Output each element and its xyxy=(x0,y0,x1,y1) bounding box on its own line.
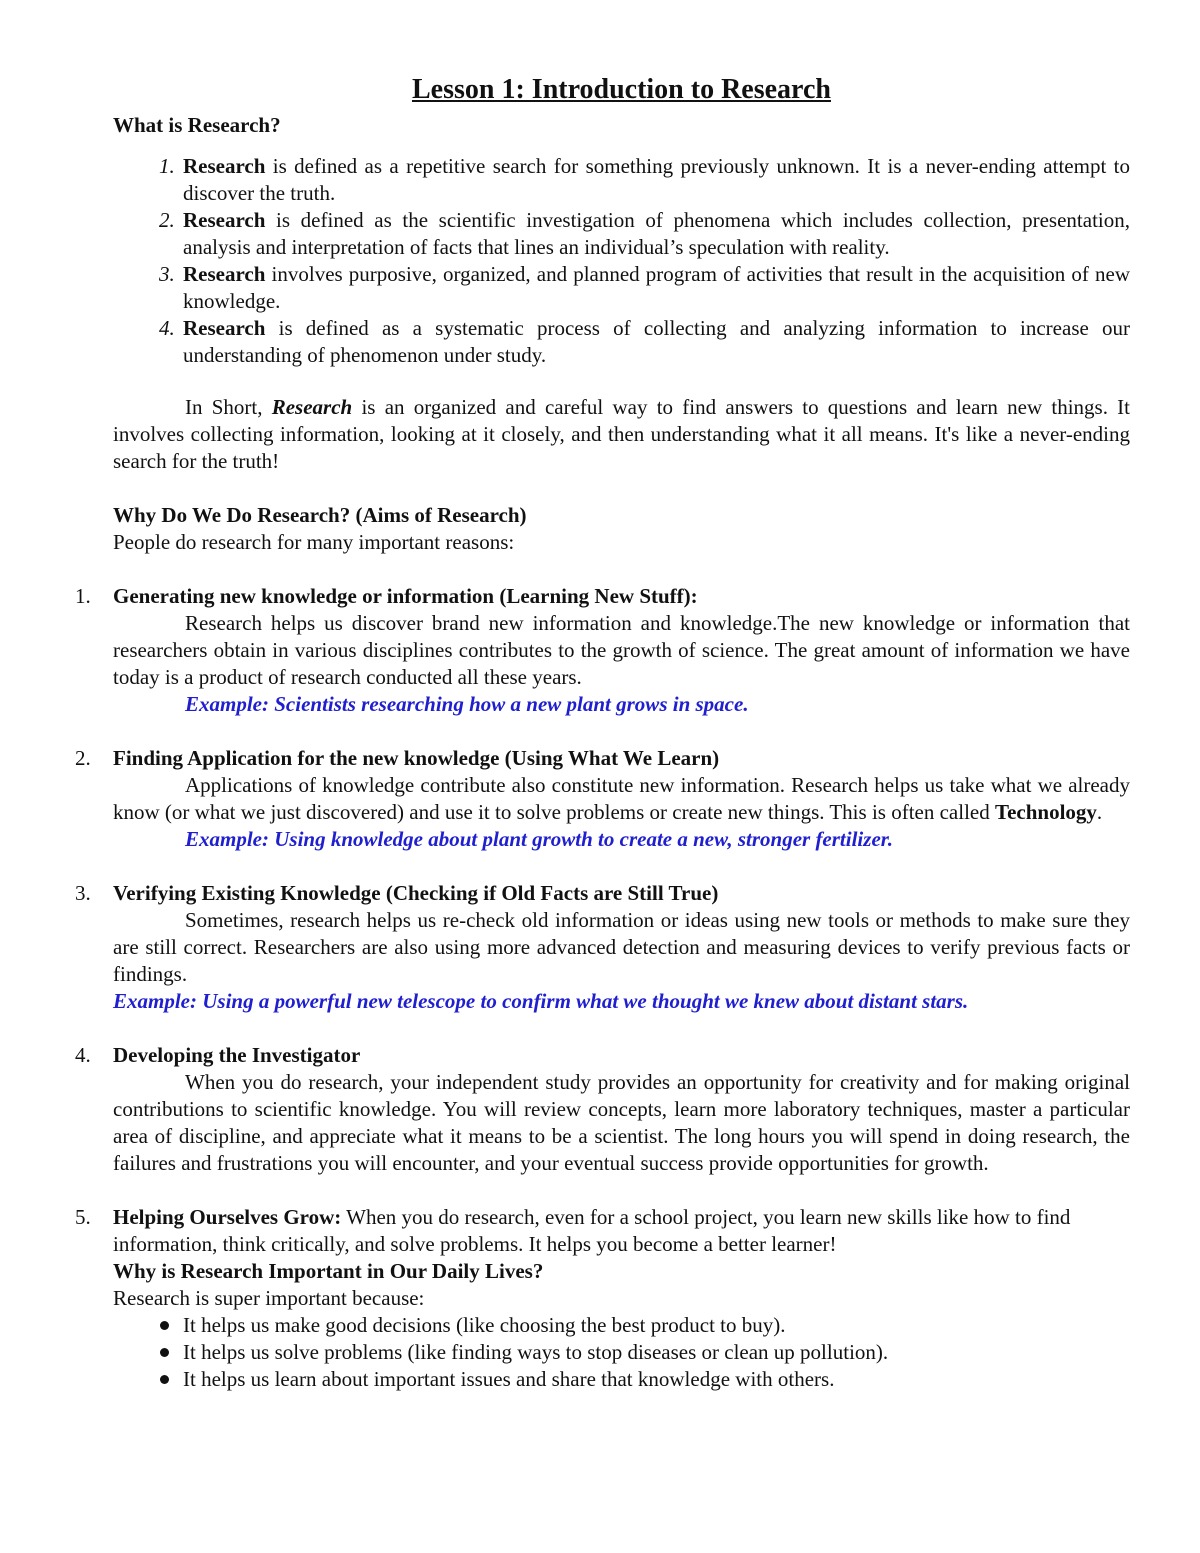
aim-example: Example: Using knowledge about plant growth to create a new, stronger fertilizer. xyxy=(185,827,894,851)
bullet-icon xyxy=(160,1348,169,1357)
definition-term: Research xyxy=(183,154,266,178)
section-heading-what-is-research: What is Research? xyxy=(113,113,281,137)
page-title: Lesson 1: Introduction to Research xyxy=(412,74,831,105)
aim-number: 2. xyxy=(75,746,91,770)
aim-heading: Developing the Investigator xyxy=(113,1043,361,1067)
aim-body: Helping Ourselves Grow: When you do research, even for a school project, you learn new skills like how to find information, think critically, and solve problems. It helps you become a better learner! xyxy=(113,1205,1071,1256)
aim-number: 5. xyxy=(75,1205,91,1229)
definition-list xyxy=(113,153,1130,369)
aim-body: Sometimes, research helps us re-check old information or ideas using new tools or methods to make sure they are still correct. Researchers are also using more advanced detection and measuring devices to verify previous facts or findings. xyxy=(113,908,1130,986)
definition-number: 4. xyxy=(159,316,175,340)
definition-item xyxy=(113,153,1130,207)
document-page xyxy=(75,72,1131,1393)
aim-number: 4. xyxy=(75,1043,91,1067)
definition-term: Research xyxy=(183,208,266,232)
definition-number: 1. xyxy=(159,154,175,178)
definition-item xyxy=(113,207,1130,261)
definition-text: involves purposive, organized, and planned program of activities that result in the acquisition of new knowledge. xyxy=(183,262,1130,313)
definition-text: is defined as a repetitive search for something previously unknown. It is a never-ending attempt to discover the truth. xyxy=(183,154,1130,205)
aim-item xyxy=(75,583,1130,718)
bullet-icon xyxy=(160,1321,169,1330)
section-heading-importance: Why is Research Important in Our Daily Lives? xyxy=(113,1259,544,1283)
summary-term: Research xyxy=(271,395,353,419)
importance-intro: Research is super important because: xyxy=(113,1286,425,1310)
definition-item xyxy=(113,261,1130,315)
aim-example: Example: Using a powerful new telescope to confirm what we thought we knew about distant stars. xyxy=(113,989,969,1013)
aim-item xyxy=(75,880,1130,1015)
aim-example: Example: Scientists researching how a new plant grows in space. xyxy=(185,692,749,716)
definition-item xyxy=(113,315,1130,369)
definition-number: 2. xyxy=(159,208,175,232)
aim-body: When you do research, your independent study provides an opportunity for creativity and for making original contributions to scientific knowledge. You will review concepts, learn more laboratory techniques, master a particular area of discipline, and appreciate what it means to be a scientist. The long hours you will spend in doing research, the failures and frustrations you will encounter, and your eventual success provide opportunities for growth. xyxy=(113,1070,1130,1175)
list-item: It helps us solve problems (like finding ways to stop diseases or clean up pollution). xyxy=(113,1339,1130,1366)
summary-lead: In Short, xyxy=(185,395,272,419)
aim-body: Research helps us discover brand new information and knowledge.The new knowledge or information that researchers obtain in various disciplines contributes to the growth of science. The great amount of information we have today is a product of research conducted all these years. xyxy=(113,611,1130,689)
aim-number: 1. xyxy=(75,584,91,608)
definition-term: Research xyxy=(183,262,266,286)
aim-body-term: Technology xyxy=(994,800,1097,824)
aim-heading: Helping Ourselves Grow: xyxy=(113,1205,342,1229)
section-heading-aims: Why Do We Do Research? (Aims of Research) xyxy=(113,503,527,527)
aims-intro: People do research for many important reasons: xyxy=(113,530,515,554)
aim-item xyxy=(75,1204,1130,1258)
aim-item xyxy=(75,745,1130,853)
aim-item xyxy=(75,1042,1130,1177)
definition-text: is defined as a systematic process of collecting and analyzing information to increase our understanding of phenomenon under study. xyxy=(183,316,1130,367)
aim-number: 3. xyxy=(75,881,91,905)
aim-heading: Generating new knowledge or information (Learning New Stuff): xyxy=(113,584,698,608)
definition-text: is defined as the scientific investigation of phenomena which includes collection, presentation, analysis and interpretation of facts that lines an individual’s speculation with reality. xyxy=(183,208,1130,259)
list-item: It helps us learn about important issues and share that knowledge with others. xyxy=(113,1366,1130,1393)
aim-heading: Finding Application for the new knowledge (Using What We Learn) xyxy=(113,746,720,770)
importance-list xyxy=(113,1312,1130,1393)
definition-number: 3. xyxy=(159,262,175,286)
summary-text: is an organized and careful way to find answers to questions and learn new things. It involves collecting information, looking at it closely, and then understanding what it all means. It's like a never-ending search for the truth! xyxy=(113,395,1131,473)
definition-term: Research xyxy=(183,316,266,340)
list-item: It helps us make good decisions (like choosing the best product to buy). xyxy=(113,1312,1130,1339)
bullet-icon xyxy=(160,1375,169,1384)
aim-body: Applications of knowledge contribute also constitute new information. Research helps us take what we already know (or what we just discovered) and use it to solve problems or create new things. This is often called Technology. xyxy=(113,773,1130,824)
aim-heading: Verifying Existing Knowledge (Checking if Old Facts are Still True) xyxy=(113,881,719,905)
summary-paragraph xyxy=(113,394,1130,475)
